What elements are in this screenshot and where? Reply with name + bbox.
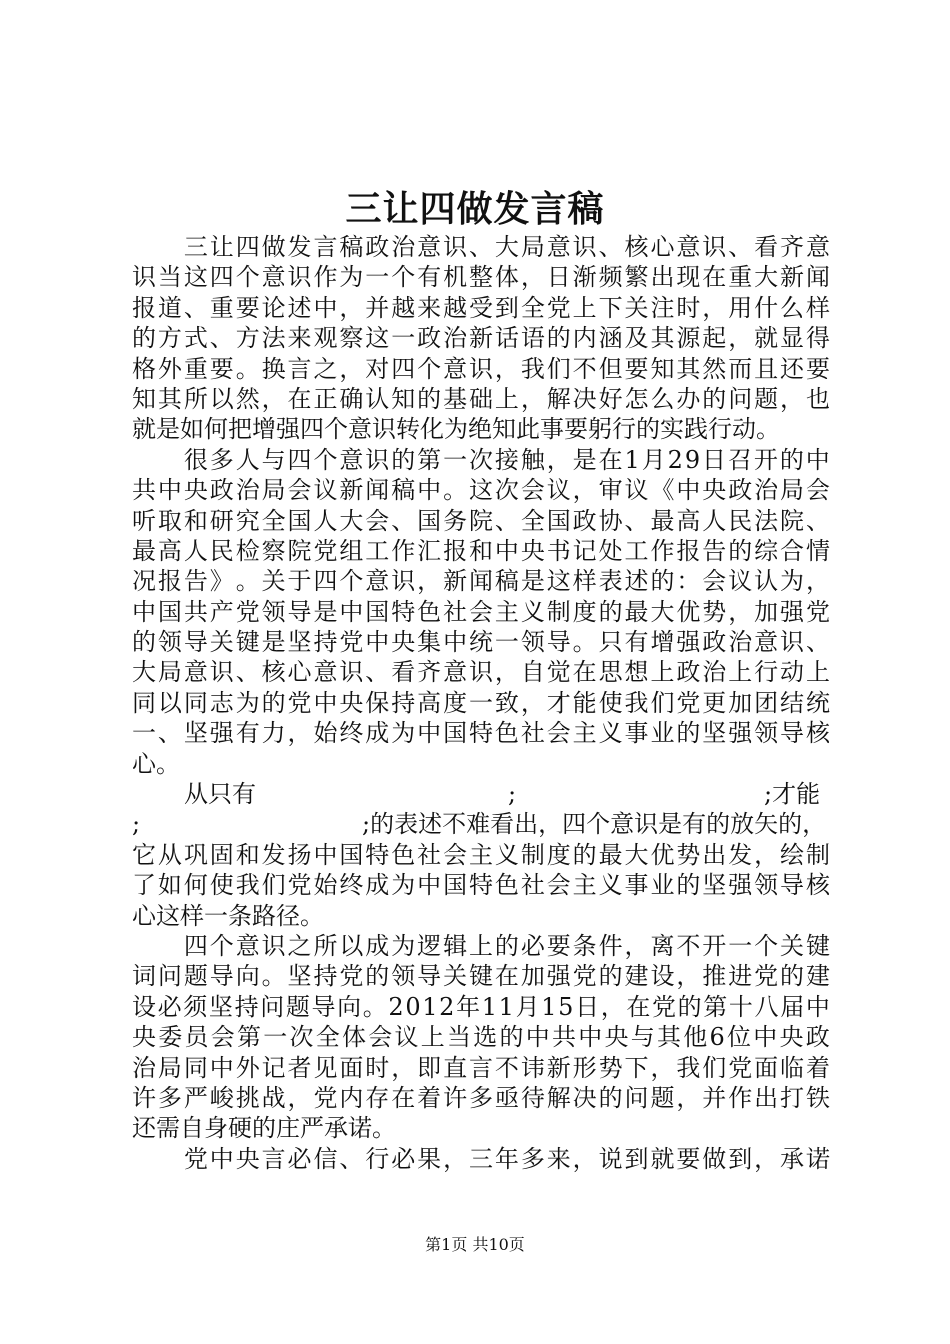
text-line: 识 当 这 四 个 意 识 作 为 一 个 有 机 整 体 ， 日 渐 频 繁 出 现 在 重 大 新 闻 — [132, 263, 830, 292]
text-line: 四 个 意 识 之 所 以 成 为 逻 辑 上 的 必 要 条 件 ， 离 不 开 一 个 关 键 — [183, 931, 830, 960]
text-line: 知 其 所 以 然 ， 在 正 确 认 知 的 基 础 上 ， 解 决 好 怎 么 办 的 问 题 ， 也 — [132, 384, 830, 413]
fill-in-text: ; — [132, 810, 141, 839]
text-line: 大 局 意 识 、 核 心 意 识 、 看 齐 意 识 ， 自 觉 在 思 想 上 政 治 上 行 动 上 — [132, 658, 830, 687]
fill-in-text: 从只有 — [184, 780, 256, 809]
text-line: 的 方 式 、 方 法 来 观 察 这 一 政 治 新 话 语 的 内 涵 及 其 源 起 ， 就 显 得 — [132, 324, 830, 353]
text-line: 格 外 重 要 。 换 言 之 ， 对 四 个 意 识 ， 我 们 不 但 要 知 其 然 而 且 还 要 — [132, 354, 830, 383]
text-line: 了 如 何 使 我 们 党 始 终 成 为 中 国 特 色 社 会 主 义 事 业 的 坚 强 领 导 核 — [132, 871, 830, 900]
text-line: 的 领 导 关 键 是 坚 持 党 中 央 集 中 统 一 领 导 。 只 有 增 强 政 治 意 识 、 — [132, 628, 830, 657]
text-line: 许 多 严 峻 挑 战 ， 党 内 存 在 着 许 多 亟 待 解 决 的 问 题 ， 并 作 出 打 铁 — [132, 1083, 830, 1112]
text-line: 共 中 央 政 治 局 会 议 新 闻 稿 中 。 这 次 会 议 ， 审 议 《 中 央 政 治 局 会 — [132, 476, 830, 505]
text-line: 三 让 四 做 发 言 稿 政 治 意 识 、 大 局 意 识 、 核 心 意 识 、 看 齐 意 — [183, 233, 830, 261]
text-line: 听 取 和 研 究 全 国 人 大 会 、 国 务 院 、 全 国 政 协 、 最 高 人 民 法 院 、 — [132, 506, 830, 535]
text-line: 就是如何把增强四个意识转化为绝知此事要躬行的实践行动。 — [132, 415, 780, 444]
text-line: 它 从 巩 固 和 发 扬 中 国 特 色 社 会 主 义 制 度 的 最 大 优 势 出 发 ， 绘 制 — [132, 840, 830, 869]
text-line: 一 、 坚 强 有 力 ， 始 终 成 为 中 国 特 色 社 会 主 义 事 业 的 坚 强 领 导 核 — [132, 719, 830, 748]
text-line: 还需自身硬的庄严承诺。 — [132, 1114, 396, 1143]
text-line: 央 委 员 会 第 一 次 全 体 会 议 上 当 选 的 中 共 中 央 与 其 他 6 位 中 央 政 — [132, 1023, 830, 1052]
document-title: 三让四做发言稿 — [345, 188, 605, 230]
text-line: 同 以 同 志 为 的 党 中 央 保 持 高 度 一 致 ， 才 能 使 我 们 党 更 加 团 结 统 — [132, 688, 830, 717]
text-line: 报 道 、 重 要 论 述 中 ， 并 越 来 越 受 到 全 党 上 下 关 注 时 ， 用 什 么 样 — [132, 293, 830, 322]
fill-in-text: ;的表述不难看出，四个意识是有的放矢的， — [362, 810, 827, 839]
text-line: 治 局 同 中 外 记 者 见 面 时 ， 即 直 言 不 讳 新 形 势 下 ， 我 们 党 面 临 着 — [132, 1053, 830, 1082]
page-footer: 第1页 共10页 — [425, 1235, 525, 1254]
text-line: 设 必 须 坚 持 问 题 导 向 。 2 0 1 2 年 1 1 月 1 5 日 ， 在 党 的 第 十 八 届 中 — [132, 992, 830, 1021]
text-line: 心这样一条路径。 — [132, 901, 324, 930]
text-line: 最 高 人 民 检 察 院 党 组 工 作 汇 报 和 中 央 书 记 处 工 作 报 告 的 综 合 情 — [132, 536, 830, 565]
text-line: 很 多 人 与 四 个 意 识 的 第 一 次 接 触 ， 是 在 1 月 2 9 日 召 开 的 中 — [183, 445, 830, 474]
text-line: 况 报 告 》 。 关 于 四 个 意 识 ， 新 闻 稿 是 这 样 表 述 的 ： 会 议 认 为 ， — [132, 567, 830, 596]
fill-in-text: ;才能 — [764, 780, 821, 809]
fill-in-line — [132, 809, 830, 839]
text-line: 党 中 央 言 必 信 、 行 必 果 ， 三 年 多 来 ， 说 到 就 要 做 到 ， 承 诺 — [183, 1144, 830, 1173]
fill-in-text: ; — [508, 780, 517, 809]
text-line: 心。 — [132, 749, 180, 778]
document-body — [132, 232, 830, 1174]
text-line: 中 国 共 产 党 领 导 是 中 国 特 色 社 会 主 义 制 度 的 最 大 优 势 ， 加 强 党 — [132, 597, 830, 626]
text-line: 词 问 题 导 向 。 坚 持 党 的 领 导 关 键 在 加 强 党 的 建 设 ， 推 进 党 的 建 — [132, 962, 830, 991]
fill-in-line — [132, 779, 830, 809]
